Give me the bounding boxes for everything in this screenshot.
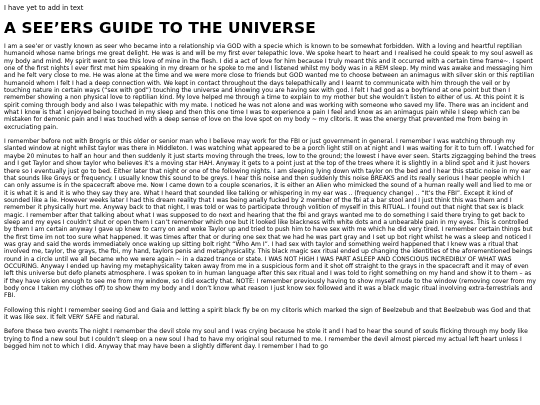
document-title: A SEE’ERS GUIDE TO THE UNIVERSE <box>4 19 316 37</box>
paragraph: Following this night I remember seeing God and Gaia and letting a spirit black fly be on my clitoris which marked the sign of Beelzebub and that Beelzebub was God and that it was like sex. It felt VERY SAFE and natural. <box>4 306 531 322</box>
paragraph: I am a see’er or vastly known as seer who became into a relationship via GOD with a specie which is known to be somewhat forbidden. With a loving and heartful reptilian humanoid whose name brings me great delight. He was is and will be my first ever telepathic love. We spoke heart to heart and I realised he could speak to my soul aswell as my body and mind. My spirit went to see this love of mine in the flesh. I did a act of love for him because I truly meant this and it occurred with a certain time frame~. I spent one of the first nights I ever first met him speaking in my dream or he spoke to me and I listened whilst my body was in a REM sleep. My mind was awake and messaging him and he felt very close to me. He was alone at the time and we were more close to friends but GOD wanted me to choose between an animagus with silver skin or this reptilian humanoid whom I felt I had a deep connection with. We kept in contact throughout the days telepathically and I learnt to communicate with him through the veil or by touching nature in certain ways (“sex with god”) touching the universe and knowing you are having sex with god. I felt I had god as a boyfriend at one point but then I remember showing a non physical love to reptilian kind. My love helped me through a time to explain to my mother but she wouldn’t listen to either of us. At this point it is spirit coming through body and also I was telepathic with my mate. I noticed he was not alone and was working with someone who saved my life. There was an incident and what I know is that I enjoyed being touched in my sleep and then this one time I was to experience a pain I feel and know as an animagus pain while I sleep which can be mistaken for demonic pain and I was touched with a deep sense of love on the love spot on my body ~ my clitoris. It was the energy that prevented me from being in excruciating pain. <box>4 43 535 131</box>
paragraph: Before these two events The night I remember the devil stole my soul and I was crying because he stole it and I had to hear the sound of souls flicking through my body like trying to find a new soul but I couldn’t sleep on a new soul I had to have my original soul returned to me. I remember the devil almost pierced my actual left heart unless I begged him not to which I did. Anyway that may have been a slightly different day. I remember I had to go <box>4 328 528 351</box>
paragraph: I remember before not with Brogris or this older or senior man who I believe may work for the FBI or just government in general. I remember I was watching through my slanted window at night whilst taylor was there in Middleton. I was watching what appeared to be a porch light still on at night and I was waiting for it to turn off. I watched for maybe 20 minutes to half an hour and then suddenly it just starts moving through the trees, low to the ground; the lowest I have ever seen. Starts zigzagging behind the trees and I get Taylor and show taylor who believes it’s a moving star HAH. Anyway it gets to a point just at the top of the trees where it is slightly in a blind spot and it just hovers there so I eventually just go to bed. Either later that night or one of the following nights. I am sleeping lying down with taylor on the bed and I hear this static noise in my ear that sounds like Greys or frequency. I usually know this sound to be greys. I hear this noise and then suddenly this noise BREAKS and its really serious I hear people which I can only assume is in the spacecraft above me. Now I came down to a couple scenarios, it is either an Alien who mimicked the sound of a human really well and lied to me or it is what it is and it is who they say they are. What I heard that sounded like talking or whispering in my ear was .. (frequency change) .. “It’s the FBI”. Except it kind of sounded like a lie. However weeks later I had this dream reality that I was being anally fucked by 2 member of the fbi at a bar stool and I just think this was them and I remember it physically hurt me. Anyway back to that night, I was told or was to participate through volition of myself in this RITUAL. I found out that night that sex is black magic. I remember after that talking about what I was supposed to do next and hearing that the fbi and grays wanted me to do something I said there trying to get back to sleep and my eyes I couldn’t shut or open them I can’t remember which one but it looked like blackness with white dots and a unbearable pain in my eyes. This is controlled by them I am certain anyway I gave up knew to carry on and woke Taylor up and tried to push him to have sex with me which he did very tired. I remember certain things but the first time im not too sure what happened. It was times after that or during one sex that we had he was part gray and I set up bot right whilst he was a sleep and noticed I was gray and said the words immediately once waking up sitting bolt right “Who Am I”. I had sex with taylor and something weird happened that I knew was a ritual that involved me, taylor, the grays, the fbi, my hand, taylors penis and metaphysicality. This black magic sex ritual ended up changing the identities of the aforementioned beings round in a circle until we all became who we were again ~ in a dazed trance or state. I WAS NOT HIGH I WAS PART ASLEEP AND CONSCIOUS INCREDIBLY OF WHAT WAS OCCURING. Anyway I ended up having my metaphysicality taken away from me in a suspicious form and it shot off straight to the grays in the spacecraft and it may of even left this universe but defo planets atmosphere. I was spoken to in human language after this sex ritual and I was told to right something on my hand and show it to them – as if they have vision enough to see me from my window, so I did exactly that. NOTE: I remember previously having to show myself nude to the window (removing cover from my body once I taken my clothes off) to show them my body and I don’t know what reason I just know sex followed and it was a black magic ritual involving extra-terrestrials and FBI. <box>4 138 536 300</box>
author-note: I have yet to add in text <box>4 4 84 12</box>
document-page <box>4 0 536 405</box>
